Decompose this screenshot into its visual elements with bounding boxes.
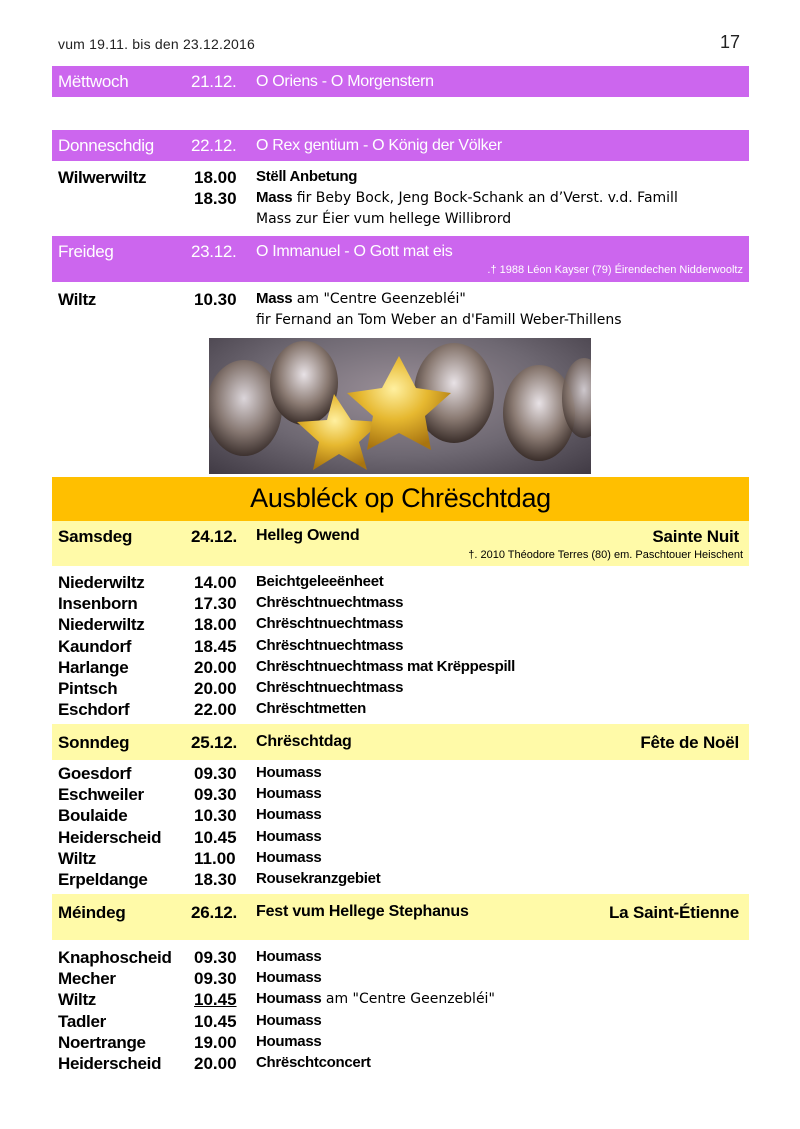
day-name: Mëttwoch [58,72,129,91]
schedule-row [58,990,748,1011]
place: Noertrange [58,1033,146,1052]
place: Eschweiler [58,785,144,804]
place: Wiltz [58,849,97,868]
time: 11.00 [194,849,236,868]
schedule-row [58,1054,748,1075]
event: fir Fernand an Tom Weber an d'Famill Weber-Thillens [256,312,622,328]
day-title: O Immanuel - O Gott mat eis [256,243,453,260]
place: Tadler [58,1012,106,1031]
schedule-row [58,594,748,615]
christmas-stars-photo [209,338,591,474]
day-title-french: Fête de Noël [640,733,739,752]
day-date: 25.12. [191,733,238,752]
day-title-french: La Saint-Étienne [609,903,739,922]
day-name: Méindeg [58,903,126,922]
place: Wiltz [58,290,97,309]
place: Pintsch [58,679,118,698]
time: 18.30 [194,870,237,889]
day-date: 26.12. [191,903,238,922]
place: Erpeldange [58,870,148,889]
time: 10.45 [194,1012,237,1031]
schedule-row [58,969,748,990]
event: Houmass [256,948,322,965]
day-title: Helleg Owend [256,527,360,544]
time: 18.00 [194,615,237,634]
place: Wiltz [58,990,97,1009]
memorial-note: †. 2010 Théodore Terres (80) em. Paschtouer Heischent [468,549,743,561]
schedule-row [58,700,748,721]
day-header-samsdeg [52,521,749,566]
time: 20.00 [194,679,237,698]
place: Kaundorf [58,637,132,656]
schedule-row [58,870,748,891]
event: Chrëschtnuechtmass [256,594,404,611]
day-title-french: Sainte Nuit [652,527,739,546]
schedule-row [58,311,748,332]
time: 09.30 [194,764,237,783]
time: 22.00 [194,700,237,719]
event: Houmass [256,1033,322,1050]
place: Goesdorf [58,764,132,783]
time: 10.30 [194,290,237,309]
time: 10.30 [194,806,237,825]
place: Wilwerwiltz [58,168,147,187]
schedule-row [58,785,748,806]
place: Mecher [58,969,116,988]
schedule-row [58,189,748,210]
place: Knaphoscheid [58,948,172,967]
event: Chrëschtnuechtmass [256,637,404,654]
day-header-donneschdig [52,130,749,161]
day-title: O Oriens - O Morgenstern [256,73,434,90]
day-title: Fest vum Hellege Stephanus [256,903,469,920]
day-title: Chrëschtdag [256,733,352,750]
place: Boulaide [58,806,128,825]
banner-title: Ausbléck op Chrëschtdag [250,483,551,513]
event: Mass zur Éier vum hellege Willibrord [256,211,512,227]
time: 18.45 [194,637,237,656]
day-name: Freideg [58,242,114,261]
place: Niederwiltz [58,615,145,634]
schedule-row [58,679,748,700]
time: 18.30 [194,189,237,208]
day-header-mettwoch [52,66,749,97]
time: 09.30 [194,969,237,988]
place: Heiderscheid [58,1054,162,1073]
event: Houmass [256,969,322,986]
page-number: 17 [719,32,740,52]
day-title: O Rex gentium - O König der Völker [256,137,502,154]
day-date: 24.12. [191,527,238,546]
event: Beichtgeleeënheet [256,573,384,590]
memorial-note: .† 1988 Léon Kayser (79) Éirendechen Nidderwooltz [487,264,743,276]
time: 18.00 [194,168,237,187]
event: Stëll Anbetung [256,168,358,185]
time: 09.30 [194,948,237,967]
event: Houmass [256,1012,322,1029]
day-name: Samsdeg [58,527,133,546]
event: Houmass [256,764,322,781]
event: Houmass [256,785,322,802]
event: Chrëschtmetten [256,700,366,717]
day-date: 21.12. [191,72,237,91]
pinecones-stars-illustration [209,338,591,474]
schedule-row [58,290,748,311]
schedule-row [58,637,748,658]
day-name: Donneschdig [58,136,154,155]
schedule-row [58,849,748,870]
time: 10.45 [194,828,237,847]
time: 20.00 [194,658,237,677]
schedule-row [58,1033,748,1054]
time: 09.30 [194,785,237,804]
day-header-meindeg [52,894,749,940]
schedule-row [58,1012,748,1033]
day-header-freideg [52,236,749,282]
event: Houmass [256,828,322,845]
event: Chrëschtnuechtmass mat Krëppespill [256,658,516,675]
event: Houmass [256,849,322,866]
time: 19.00 [194,1033,237,1052]
header-date-range: vum 19.11. bis den 23.12.2016 [58,36,256,52]
day-date: 23.12. [191,242,237,261]
event: Rousekranzgebiet [256,870,381,887]
event: Mass fir Beby Bock, Jeng Bock-Schank an d’Verst. v.d. Famill [256,189,678,206]
schedule-row [58,764,748,785]
schedule-row [58,210,748,231]
outlook-banner [52,477,749,521]
event: Houmass am "Centre Geenzebléi" [256,990,495,1007]
event: Mass am "Centre Geenzebléi" [256,290,466,307]
schedule-row [58,573,748,594]
schedule-row [58,948,748,969]
place: Harlange [58,658,129,677]
event: Houmass [256,806,322,823]
event: Chrëschtnuechtmass [256,615,404,632]
place: Insenborn [58,594,138,613]
schedule-row [58,168,748,189]
schedule-row [58,806,748,827]
schedule-row [58,658,748,679]
time: 17.30 [194,594,237,613]
place: Heiderscheid [58,828,162,847]
time: 10.45 [194,990,237,1009]
schedule-row [58,828,748,849]
day-date: 22.12. [191,136,237,155]
day-name: Sonndeg [58,733,130,752]
schedule-row [58,615,748,636]
event: Chrëschtnuechtmass [256,679,404,696]
place: Eschdorf [58,700,130,719]
day-header-sonndeg [52,724,749,760]
time: 20.00 [194,1054,237,1073]
place: Niederwiltz [58,573,145,592]
time: 14.00 [194,573,237,592]
event: Chrëschtconcert [256,1054,371,1071]
